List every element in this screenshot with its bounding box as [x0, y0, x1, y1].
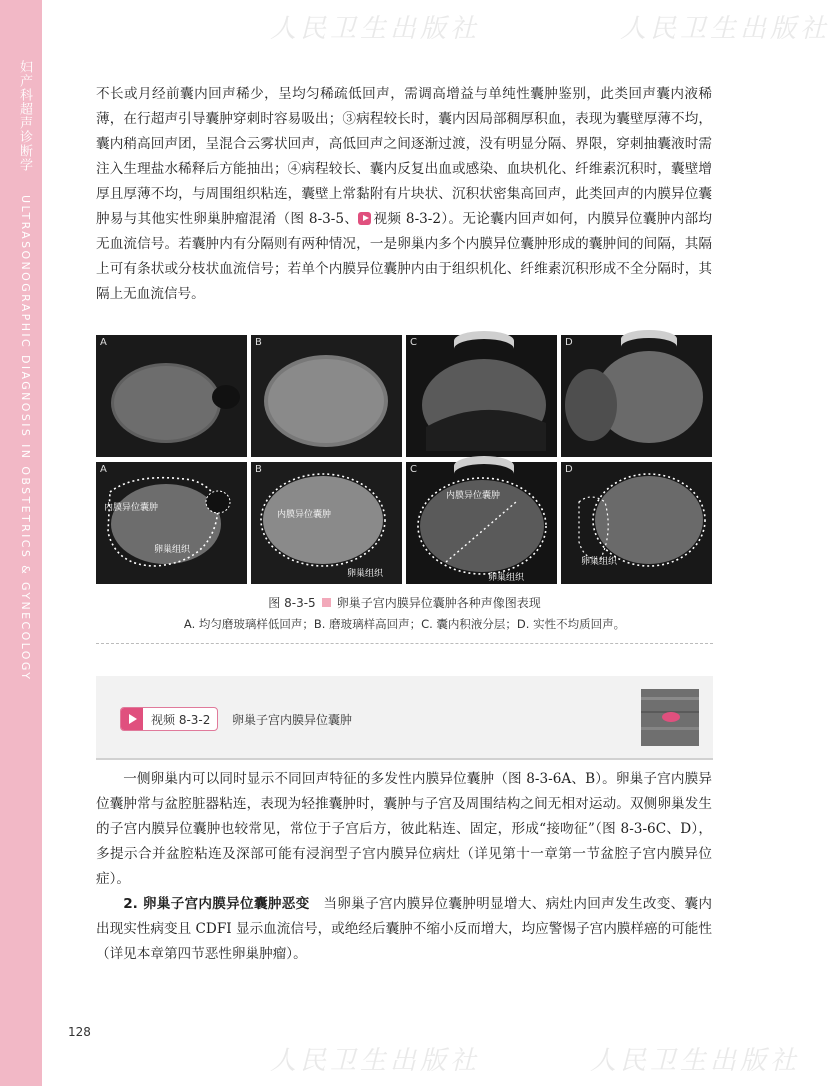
ultrasound-panel-a-bottom [96, 462, 247, 584]
play-video-button[interactable] [120, 707, 218, 731]
panel-letter: D [565, 337, 573, 348]
sidebar-book-title: 妇产科超声诊断学 [17, 60, 32, 172]
watermark: 人民卫生出版社 [590, 1046, 801, 1076]
play-icon [121, 708, 143, 730]
watermark: 人民卫生出版社 [270, 14, 481, 44]
panel-letter: C [410, 464, 417, 475]
annotation-ovary: 卵巢组织 [154, 545, 191, 555]
body-paragraph-3: 2. 卵巢子宫内膜异位囊肿恶变 当卵巢子宫内膜异位囊肿明显增大、病灶内回声发生改变、囊内出现实性病变且 CDFI 显示血流信号，或绝经后囊肿不缩小反而增大，均应警惕子宫内膜样癌的可能性（详见本章第四节恶性卵巢肿瘤）。 [96, 896, 713, 962]
annotation-cyst: 内膜异位囊肿 [446, 491, 501, 501]
ultrasound-panel-c-bottom [406, 462, 557, 584]
annotation-cyst: 内膜异位囊肿 [104, 503, 159, 513]
caption-title: 卵巢子宫内膜异位囊肿各种声像图表现 [336, 596, 541, 610]
video-reference[interactable]: 视频 8-3-2 [373, 211, 442, 227]
section-divider [96, 643, 713, 644]
figure-caption-detail: A. 均匀磨玻璃样低回声；B. 磨玻璃样高回声；C. 囊内积液分层；D. 实性不均质回声。 [183, 617, 626, 631]
page-number: 128 [68, 1025, 91, 1039]
body-paragraph-1: 不长或月经前囊内回声稀少，呈均匀稀疏低回声，需调高增益与单纯性囊肿鉴别，此类回声囊内液稀薄，在行超声引导囊肿穿刺时容易吸出；③病程较长时，囊内因局部稠厚积血，表现为囊壁厚薄不均，囊内稍高回声团，呈混合云雾状回声，高低回声之间逐渐过渡，没有明显分隔、界限，穿刺抽囊液时需注入生理盐水稀释后方能抽出；④病程较长、囊内反复出血或感染、血块机化、纤维素沉积时，囊壁增厚且厚薄不均，与周围组织粘连，囊壁上常黏附有片块状、沉积状密集高回声，此类回声的内膜异位囊肿易与其他实性卵巢肿瘤混淆（图 8-3-5、 视频 8-3-2）。无论囊内回声如何，内膜异位囊肿内部均无血流信号。若囊肿内有分隔则有两种情况，一是卵巢内多个内膜异位囊肿形成的囊肿间的间隔，其隔上可有条状或分枝状血流信号；若单个内膜异位囊肿内由于组织机化、纤维素沉积形成不全分隔时，其隔上无血流信号。 [96, 86, 712, 302]
panel-letter: B [255, 337, 262, 348]
ultrasound-panel-a-top [96, 335, 247, 457]
video-thumbnail[interactable] [641, 689, 699, 746]
watermark: 人民卫生出版社 [270, 1046, 481, 1076]
sidebar-book-subtitle: ULTRASONOGRAPHIC DIAGNOSIS IN OBSTETRICS & GYNECOLOGY [19, 195, 32, 682]
panel-letter: D [565, 464, 573, 475]
video-box [96, 676, 713, 760]
annotation-ovary: 卵巢组织 [488, 573, 525, 583]
ultrasound-panel-d-top [561, 335, 712, 457]
video-title: 卵巢子宫内膜异位囊肿 [232, 713, 353, 727]
video-play-icon[interactable] [358, 212, 371, 225]
body-paragraph-2: 一侧卵巢内可以同时显示不同回声特征的多发性内膜异位囊肿（图 8-3-6A、B）。卵巢子宫内膜异位囊肿常与盆腔脏器粘连，表现为轻推囊肿时，囊肿与子宫及周围结构之间无相对运动。双侧卵巢发生的子宫内膜异位囊肿也较常见，常位于子宫后方，彼此粘连、固定，形成“接吻征”（图 8-3-6C、D），多提示合并盆腔粘连及深部可能有浸润型子宫内膜异位病灶（详见第十一章第一节盆腔子宫内膜异位症）。 [96, 771, 712, 887]
panel-letter: A [100, 464, 107, 475]
panel-letter: C [410, 337, 417, 348]
ultrasound-panel-b-bottom [251, 462, 402, 584]
panel-letter: B [255, 464, 262, 475]
figure-caption [96, 594, 713, 611]
caption-number: 图 8-3-5 [268, 596, 316, 610]
caption-marker [322, 598, 331, 607]
annotation-ovary: 卵巢组织 [347, 569, 384, 579]
video-label: 视频 8-3-2 [151, 713, 211, 727]
section-heading: 2. 卵巢子宫内膜异位囊肿恶变 [123, 896, 310, 912]
ultrasound-panel-b-top [251, 335, 402, 457]
ultrasound-panel-d-bottom [561, 462, 712, 584]
panel-letter: A [100, 337, 107, 348]
annotation-cyst: 内膜异位囊肿 [277, 510, 332, 520]
annotation-ovary: 卵巢组织 [581, 557, 618, 567]
figure-8-3-5 [96, 335, 713, 585]
ultrasound-panel-c-top [406, 335, 557, 457]
watermark: 人民卫生出版社 [620, 14, 830, 44]
